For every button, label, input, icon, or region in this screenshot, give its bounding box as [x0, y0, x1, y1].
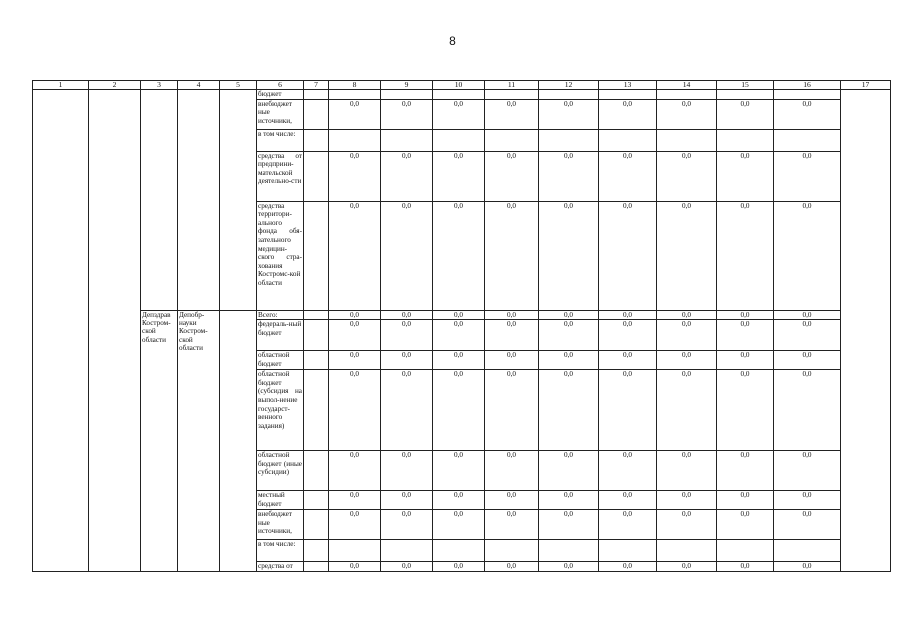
value-cell: 0,0: [485, 370, 539, 451]
value-cell: [599, 540, 657, 562]
value-cell: [657, 540, 717, 562]
header-cell: 11: [485, 81, 539, 90]
header-row: [33, 81, 891, 90]
value-cell: 0,0: [539, 99, 599, 129]
value-cell: [717, 540, 774, 562]
value-cell: 0,0: [717, 451, 774, 491]
value-cell: 0,0: [539, 151, 599, 201]
value-cell: 0,0: [485, 562, 539, 572]
value-cell: 0,0: [433, 99, 485, 129]
col7-cell: [304, 99, 329, 129]
value-cell: 0,0: [657, 451, 717, 491]
header-cell: 15: [717, 81, 774, 90]
value-cell: [381, 129, 433, 151]
table-row: [33, 310, 891, 320]
value-cell: 0,0: [774, 370, 841, 451]
value-cell: 0,0: [657, 510, 717, 540]
value-cell: [717, 129, 774, 151]
col7-cell: [304, 201, 329, 310]
value-cell: 0,0: [485, 510, 539, 540]
value-cell: [381, 540, 433, 562]
page-number: 8: [449, 34, 456, 48]
header-cell: 4: [178, 81, 220, 90]
value-cell: 0,0: [433, 351, 485, 370]
value-cell: 0,0: [381, 370, 433, 451]
value-cell: 0,0: [539, 310, 599, 320]
value-cell: 0,0: [774, 310, 841, 320]
header-cell: 16: [774, 81, 841, 90]
value-cell: 0,0: [381, 201, 433, 310]
value-cell: 0,0: [485, 310, 539, 320]
value-cell: 0,0: [381, 351, 433, 370]
header-cell: 8: [329, 81, 381, 90]
table-row: [33, 90, 891, 100]
col7-cell: [304, 562, 329, 572]
funding-source-label: в том числе:: [257, 129, 304, 151]
header-cell: 2: [89, 81, 141, 90]
value-cell: 0,0: [329, 320, 381, 351]
value-cell: [774, 90, 841, 100]
value-cell: 0,0: [329, 491, 381, 510]
value-cell: 0,0: [329, 510, 381, 540]
value-cell: 0,0: [539, 351, 599, 370]
value-cell: 0,0: [657, 320, 717, 351]
executor-cell: Депздрав Костром-ской области: [141, 310, 178, 571]
value-cell: 0,0: [774, 351, 841, 370]
value-cell: 0,0: [717, 320, 774, 351]
col7-cell: [304, 451, 329, 491]
value-cell: 0,0: [599, 320, 657, 351]
col7-cell: [304, 90, 329, 100]
col5-cell: [220, 310, 257, 571]
value-cell: [657, 90, 717, 100]
col7-cell: [304, 491, 329, 510]
col7-cell: [304, 151, 329, 201]
value-cell: 0,0: [433, 201, 485, 310]
value-cell: 0,0: [433, 510, 485, 540]
value-cell: 0,0: [433, 370, 485, 451]
value-cell: 0,0: [657, 310, 717, 320]
value-cell: 0,0: [774, 320, 841, 351]
value-cell: 0,0: [774, 510, 841, 540]
value-cell: 0,0: [329, 310, 381, 320]
value-cell: 0,0: [485, 491, 539, 510]
budget-table: [32, 80, 891, 572]
value-cell: [485, 129, 539, 151]
value-cell: 0,0: [485, 201, 539, 310]
funding-source-label: внебюджет ные источники,: [257, 99, 304, 129]
value-cell: 0,0: [485, 351, 539, 370]
value-cell: 0,0: [381, 510, 433, 540]
value-cell: [539, 129, 599, 151]
header-cell: 3: [141, 81, 178, 90]
col7-cell: [304, 320, 329, 351]
col7-cell: [304, 510, 329, 540]
value-cell: 0,0: [433, 310, 485, 320]
value-cell: [329, 90, 381, 100]
value-cell: 0,0: [381, 451, 433, 491]
value-cell: 0,0: [657, 351, 717, 370]
value-cell: 0,0: [717, 510, 774, 540]
funding-source-label: бюджет: [257, 90, 304, 100]
header-cell: 17: [841, 81, 891, 90]
value-cell: 0,0: [657, 562, 717, 572]
col2-cell: [89, 90, 141, 572]
value-cell: 0,0: [717, 491, 774, 510]
value-cell: 0,0: [717, 562, 774, 572]
value-cell: 0,0: [329, 201, 381, 310]
value-cell: 0,0: [717, 99, 774, 129]
value-cell: 0,0: [539, 201, 599, 310]
funding-source-label: областной бюджет: [257, 351, 304, 370]
value-cell: 0,0: [599, 99, 657, 129]
value-cell: [717, 90, 774, 100]
value-cell: 0,0: [329, 351, 381, 370]
value-cell: 0,0: [599, 201, 657, 310]
value-cell: [599, 129, 657, 151]
value-cell: 0,0: [599, 370, 657, 451]
header-cell: 5: [220, 81, 257, 90]
header-cell: 13: [599, 81, 657, 90]
header-cell: 6: [257, 81, 304, 90]
value-cell: 0,0: [381, 491, 433, 510]
value-cell: 0,0: [433, 491, 485, 510]
funding-source-label: в том числе:: [257, 540, 304, 562]
funding-source-label: средства от: [257, 562, 304, 572]
value-cell: 0,0: [433, 562, 485, 572]
funding-source-label: средства территори-ального фонда обя-зательного медицин-ского стра-хования Костромс-кой области: [257, 201, 304, 310]
col7-cell: [304, 351, 329, 370]
co-executor-cell: Депобр-науки Костром-ской области: [178, 310, 220, 571]
value-cell: 0,0: [717, 310, 774, 320]
col7-cell: [304, 310, 329, 320]
value-cell: [599, 90, 657, 100]
value-cell: [539, 540, 599, 562]
value-cell: [329, 129, 381, 151]
value-cell: 0,0: [485, 151, 539, 201]
value-cell: 0,0: [433, 320, 485, 351]
value-cell: 0,0: [774, 451, 841, 491]
value-cell: 0,0: [381, 320, 433, 351]
value-cell: 0,0: [717, 201, 774, 310]
value-cell: 0,0: [599, 151, 657, 201]
value-cell: 0,0: [657, 491, 717, 510]
header-cell: 1: [33, 81, 89, 90]
header-cell: 10: [433, 81, 485, 90]
value-cell: 0,0: [599, 310, 657, 320]
value-cell: 0,0: [329, 99, 381, 129]
value-cell: 0,0: [774, 201, 841, 310]
value-cell: [433, 129, 485, 151]
value-cell: 0,0: [433, 451, 485, 491]
value-cell: 0,0: [485, 320, 539, 351]
col7-cell: [304, 540, 329, 562]
col4-cell: [178, 90, 220, 311]
col7-cell: [304, 370, 329, 451]
funding-source-label: местный бюджет: [257, 491, 304, 510]
value-cell: 0,0: [381, 562, 433, 572]
value-cell: 0,0: [433, 151, 485, 201]
value-cell: 0,0: [539, 451, 599, 491]
header-cell: 7: [304, 81, 329, 90]
value-cell: 0,0: [485, 99, 539, 129]
value-cell: 0,0: [381, 151, 433, 201]
value-cell: 0,0: [657, 370, 717, 451]
funding-source-label: федераль-ный бюджет: [257, 320, 304, 351]
value-cell: 0,0: [774, 562, 841, 572]
funding-source-label: Всего:: [257, 310, 304, 320]
value-cell: 0,0: [539, 491, 599, 510]
value-cell: [774, 540, 841, 562]
value-cell: [774, 129, 841, 151]
value-cell: 0,0: [657, 99, 717, 129]
value-cell: 0,0: [774, 491, 841, 510]
funding-source-label: областной бюджет (иные субсидии): [257, 451, 304, 491]
value-cell: 0,0: [599, 351, 657, 370]
value-cell: 0,0: [539, 562, 599, 572]
value-cell: [485, 90, 539, 100]
value-cell: [329, 540, 381, 562]
funding-source-label: областной бюджет (субсидия на выпол-нение государст-венного задания): [257, 370, 304, 451]
header-cell: 14: [657, 81, 717, 90]
col1-cell: [33, 90, 89, 572]
value-cell: 0,0: [599, 562, 657, 572]
value-cell: 0,0: [599, 451, 657, 491]
value-cell: 0,0: [599, 491, 657, 510]
col3-cell: [141, 90, 178, 311]
header-cell: 12: [539, 81, 599, 90]
value-cell: 0,0: [717, 151, 774, 201]
value-cell: 0,0: [657, 151, 717, 201]
col17-cell: [841, 90, 891, 572]
value-cell: 0,0: [539, 320, 599, 351]
value-cell: 0,0: [539, 370, 599, 451]
header-cell: 9: [381, 81, 433, 90]
value-cell: 0,0: [381, 99, 433, 129]
funding-source-label: средства от предприни-мательской деятельно-сти: [257, 151, 304, 201]
value-cell: 0,0: [717, 351, 774, 370]
funding-source-label: внебюджет ные источники,: [257, 510, 304, 540]
value-cell: 0,0: [539, 510, 599, 540]
value-cell: 0,0: [329, 151, 381, 201]
value-cell: 0,0: [329, 451, 381, 491]
value-cell: 0,0: [717, 370, 774, 451]
value-cell: 0,0: [329, 370, 381, 451]
value-cell: 0,0: [774, 99, 841, 129]
col5-cell: [220, 90, 257, 311]
value-cell: [539, 90, 599, 100]
value-cell: 0,0: [485, 451, 539, 491]
value-cell: 0,0: [599, 510, 657, 540]
value-cell: 0,0: [381, 310, 433, 320]
value-cell: [433, 90, 485, 100]
value-cell: [657, 129, 717, 151]
col7-cell: [304, 129, 329, 151]
value-cell: [485, 540, 539, 562]
value-cell: [381, 90, 433, 100]
value-cell: 0,0: [774, 151, 841, 201]
value-cell: 0,0: [329, 562, 381, 572]
value-cell: [433, 540, 485, 562]
value-cell: 0,0: [657, 201, 717, 310]
